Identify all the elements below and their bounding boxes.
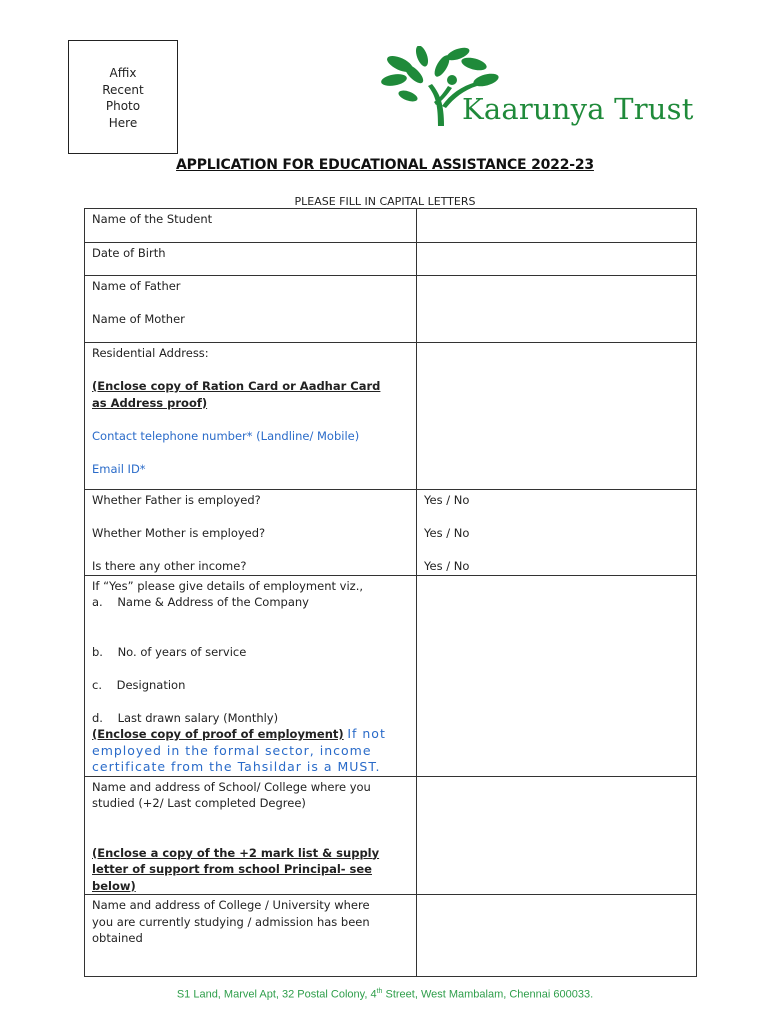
table-row [85, 209, 697, 243]
field-label [85, 776, 417, 895]
address-input-cell[interactable] [417, 343, 697, 490]
table-row [85, 895, 697, 977]
application-form-table [84, 208, 697, 977]
page-subtitle: PLEASE FILL IN CAPITAL LETTERS [294, 195, 476, 208]
photo-box-line: Affix [109, 66, 137, 80]
page-title: APPLICATION FOR EDUCATIONAL ASSISTANCE 2022-23 [176, 157, 594, 173]
table-row [85, 776, 697, 895]
parents-name-input-cell[interactable] [417, 276, 697, 343]
photo-box-line: Recent [102, 82, 144, 97]
income-certificate-note: If not employed in the formal sector, income certificate from the Tahsildar is a MUST. [92, 726, 386, 774]
employment-intro: If “Yes” please give details of employment viz., [92, 578, 364, 593]
field-label [85, 490, 417, 576]
emp-salary-label: d. Last drawn salary (Monthly) [92, 710, 279, 725]
table-row [85, 490, 697, 576]
field-label [85, 895, 417, 977]
emp-years-label: b. No. of years of service [92, 644, 247, 659]
school-mark-list-note: (Enclose a copy of the +2 mark list & supply letter of support from school Principal- see below) [92, 845, 380, 893]
table-row [85, 343, 697, 490]
mother-employed-label: Whether Mother is employed? [92, 526, 266, 540]
father-name-label: Name of Father [92, 279, 181, 293]
other-income-label: Is there any other income? [92, 559, 247, 573]
email-label: Email ID* [92, 461, 146, 476]
father-yes-no-option[interactable]: Yes / No [424, 493, 470, 507]
field-label: Name of the Student [85, 209, 417, 243]
footer-address: S1 Land, Marvel Apt, 32 Postal Colony, 4th Street, West Mambalam, Chennai 600033. [176, 988, 594, 1001]
employment-details-input-cell[interactable] [417, 575, 697, 776]
employment-yes-no-cell [417, 490, 697, 576]
emp-designation-label: c. Designation [92, 677, 186, 692]
field-label [85, 276, 417, 343]
income-yes-no-option[interactable]: Yes / No [424, 559, 470, 573]
mother-yes-no-option[interactable]: Yes / No [424, 526, 470, 540]
father-employed-label: Whether Father is employed? [92, 493, 261, 507]
mother-name-label: Name of Mother [92, 312, 185, 326]
dob-input-cell[interactable] [417, 243, 697, 276]
emp-proof-note: (Enclose copy of proof of employment) [92, 727, 344, 741]
table-row [85, 243, 697, 276]
table-row [85, 276, 697, 343]
student-name-input-cell[interactable] [417, 209, 697, 243]
photo-box-line: Here [108, 115, 138, 130]
photo-placeholder-box [68, 40, 178, 154]
photo-box-line: Photo [105, 99, 141, 113]
phone-label: Contact telephone number* (Landline/ Mobile) [92, 428, 360, 443]
address-proof-note: (Enclose copy of Ration Card or Aadhar Card as Address proof) [92, 379, 381, 410]
field-label [85, 343, 417, 490]
school-input-cell[interactable] [417, 776, 697, 895]
field-label [85, 575, 417, 776]
college-input-cell[interactable] [417, 895, 697, 977]
table-row [85, 575, 697, 776]
field-label: Date of Birth [85, 243, 417, 276]
logo-wordmark: Kaarunya Trust [462, 92, 694, 126]
emp-company-label: a. Name & Address of the Company [92, 595, 309, 609]
college-label: Name and address of College / University where you are currently studying / admission has been obtained [92, 898, 370, 945]
school-label: Name and address of School/ College where you studied (+2/ Last completed Degree) [92, 779, 371, 810]
address-label: Residential Address: [92, 346, 209, 360]
